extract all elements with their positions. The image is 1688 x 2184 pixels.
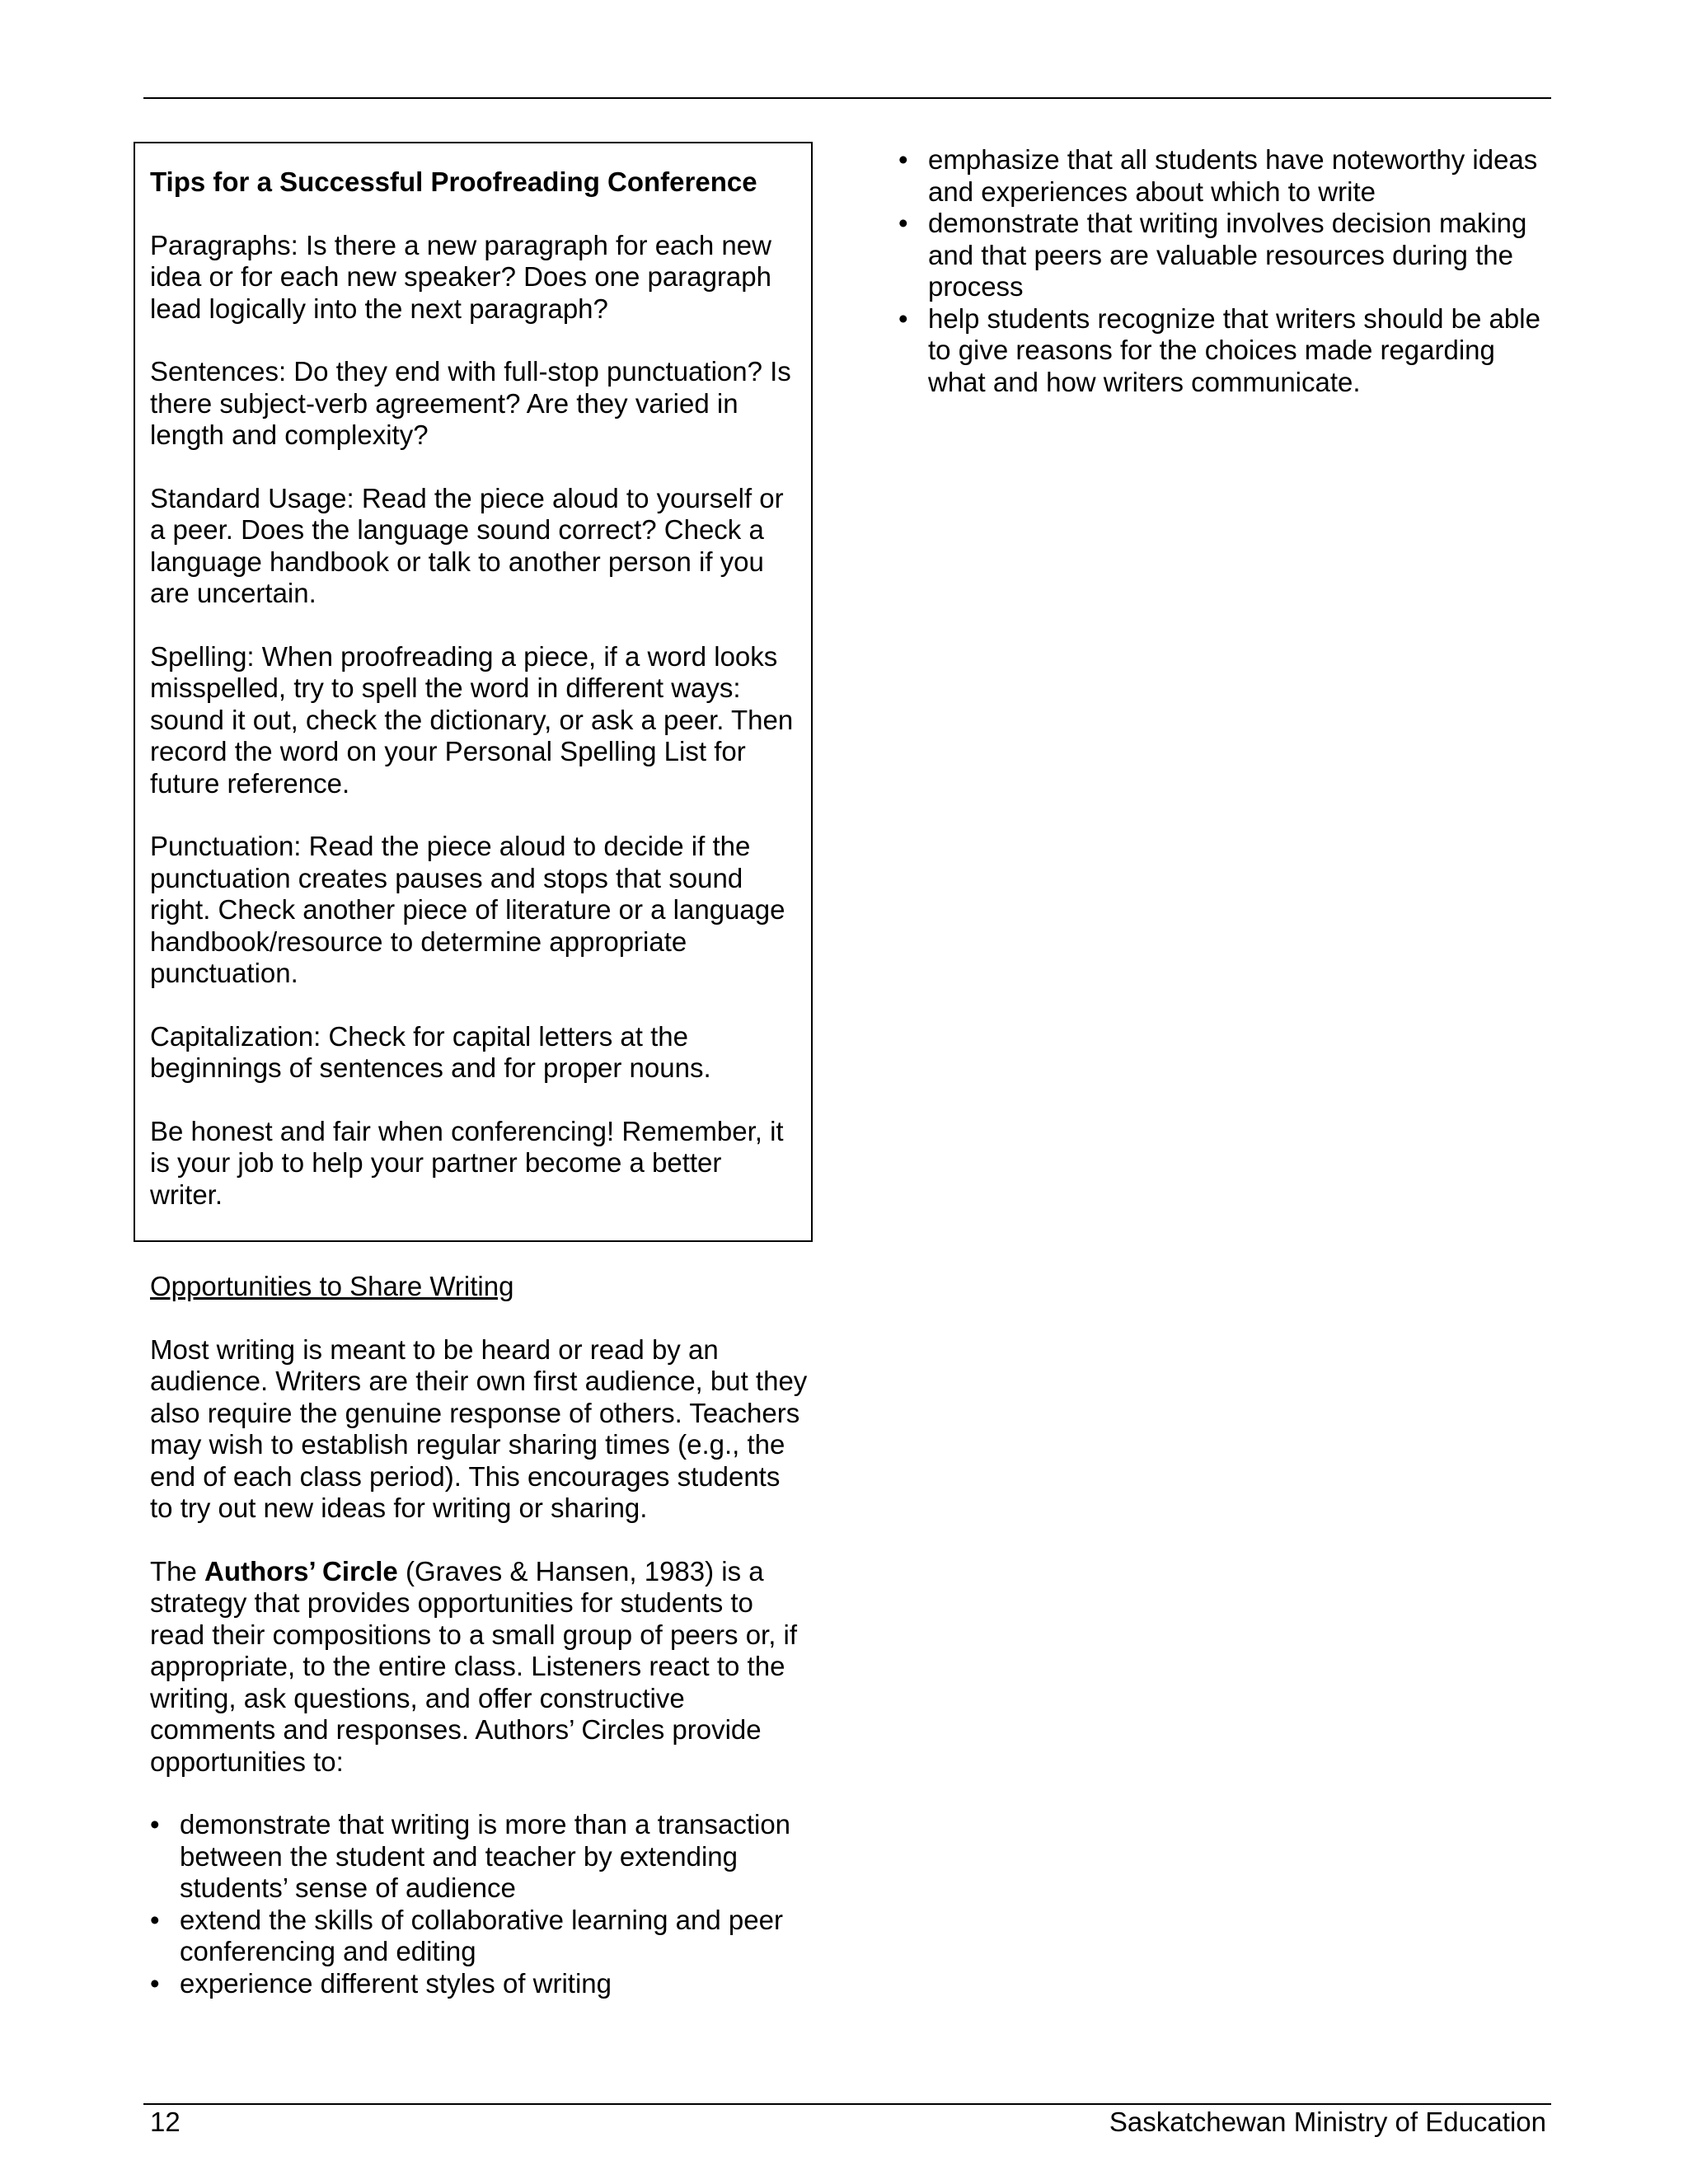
authors-circle-term: Authors’ Circle <box>204 1555 398 1586</box>
opportunities-list-right <box>898 144 1550 398</box>
tip-capitalization: Capitalization: Check for capital letters at the beginnings of sentences and for proper nouns. <box>150 1020 711 1083</box>
tip-punctuation: Punctuation: Read the piece aloud to decide if the punctuation creates pauses and stops that sound right. Check another piece of literature or a language handbook/resource to determine appropriate punctuation. <box>150 831 785 988</box>
tips-title: Tips for a Successful Proofreading Conference <box>150 166 757 197</box>
list-item: • demonstrate that writing involves decision making and that peers are valuable resources during the process <box>898 208 1550 303</box>
list-item: • emphasize that all students have noteworthy ideas and experiences about which to write <box>898 144 1550 208</box>
tip-sentences: Sentences: Do they end with full-stop punctuation? Is there subject-verb agreement? Are they varied in length and complexity? <box>150 356 791 450</box>
proofreading-tips-box <box>134 142 813 1242</box>
footer-rule <box>143 2103 1551 2105</box>
opportunities-list-left <box>150 1809 809 1999</box>
authors-circle-paragraph <box>150 1556 809 1779</box>
header-rule <box>143 97 1551 99</box>
list-item: • extend the skills of collaborative learning and peer conferencing and editing <box>150 1905 809 1968</box>
authors-circle-rest: (Graves & Hansen, 1983) is a strategy that provides opportunities for students to read their compositions to a small group of peers or, if appropriate, to the entire class. Listeners react to the writing, ask questions, and offer constructive comments and responses. Authors’ Circles provide opportunities to: <box>150 1555 798 1777</box>
list-item: • experience different styles of writing <box>150 1968 809 2000</box>
section-heading: Opportunities to Share Writing <box>150 1271 514 1301</box>
share-intro-paragraph: Most writing is meant to be heard or read by an audience. Writers are their own first audience, but they also require the genuine response of others. Teachers may wish to establish regular sharing times (e.g., the end of each class period). This encourages students to try out new ideas for writing or sharing. <box>150 1333 808 1523</box>
list-item: • demonstrate that writing is more than a transaction between the student and teacher by extending students’ sense of audience <box>150 1809 809 1905</box>
tip-standard-usage: Standard Usage: Read the piece aloud to yourself or a peer. Does the language sound correct? Check a language handbook or talk to another person if you are uncertain. <box>150 482 784 608</box>
page-number: 12 <box>150 2107 181 2137</box>
authors-circle-lead: The <box>150 1555 205 1586</box>
tip-be-honest: Be honest and fair when conferencing! Remember, it is your job to help your partner become a better writer. <box>150 1115 784 1210</box>
footer-organization: Saskatchewan Ministry of Education <box>1109 2107 1546 2137</box>
list-item: • help students recognize that writers should be able to give reasons for the choices made regarding what and how writers communicate. <box>898 303 1550 399</box>
right-column <box>898 144 1550 398</box>
tip-spelling: Spelling: When proofreading a piece, if a word looks misspelled, try to spell the word in different ways: sound it out, check the dictionary, or ask a peer. Then record the word on your Personal Spelling List for future reference. <box>150 640 794 799</box>
tip-paragraphs: Paragraphs: Is there a new paragraph for each new idea or for each new speaker? Does one paragraph lead logically into the next paragraph? <box>150 229 771 324</box>
share-writing-section <box>150 1271 809 1999</box>
